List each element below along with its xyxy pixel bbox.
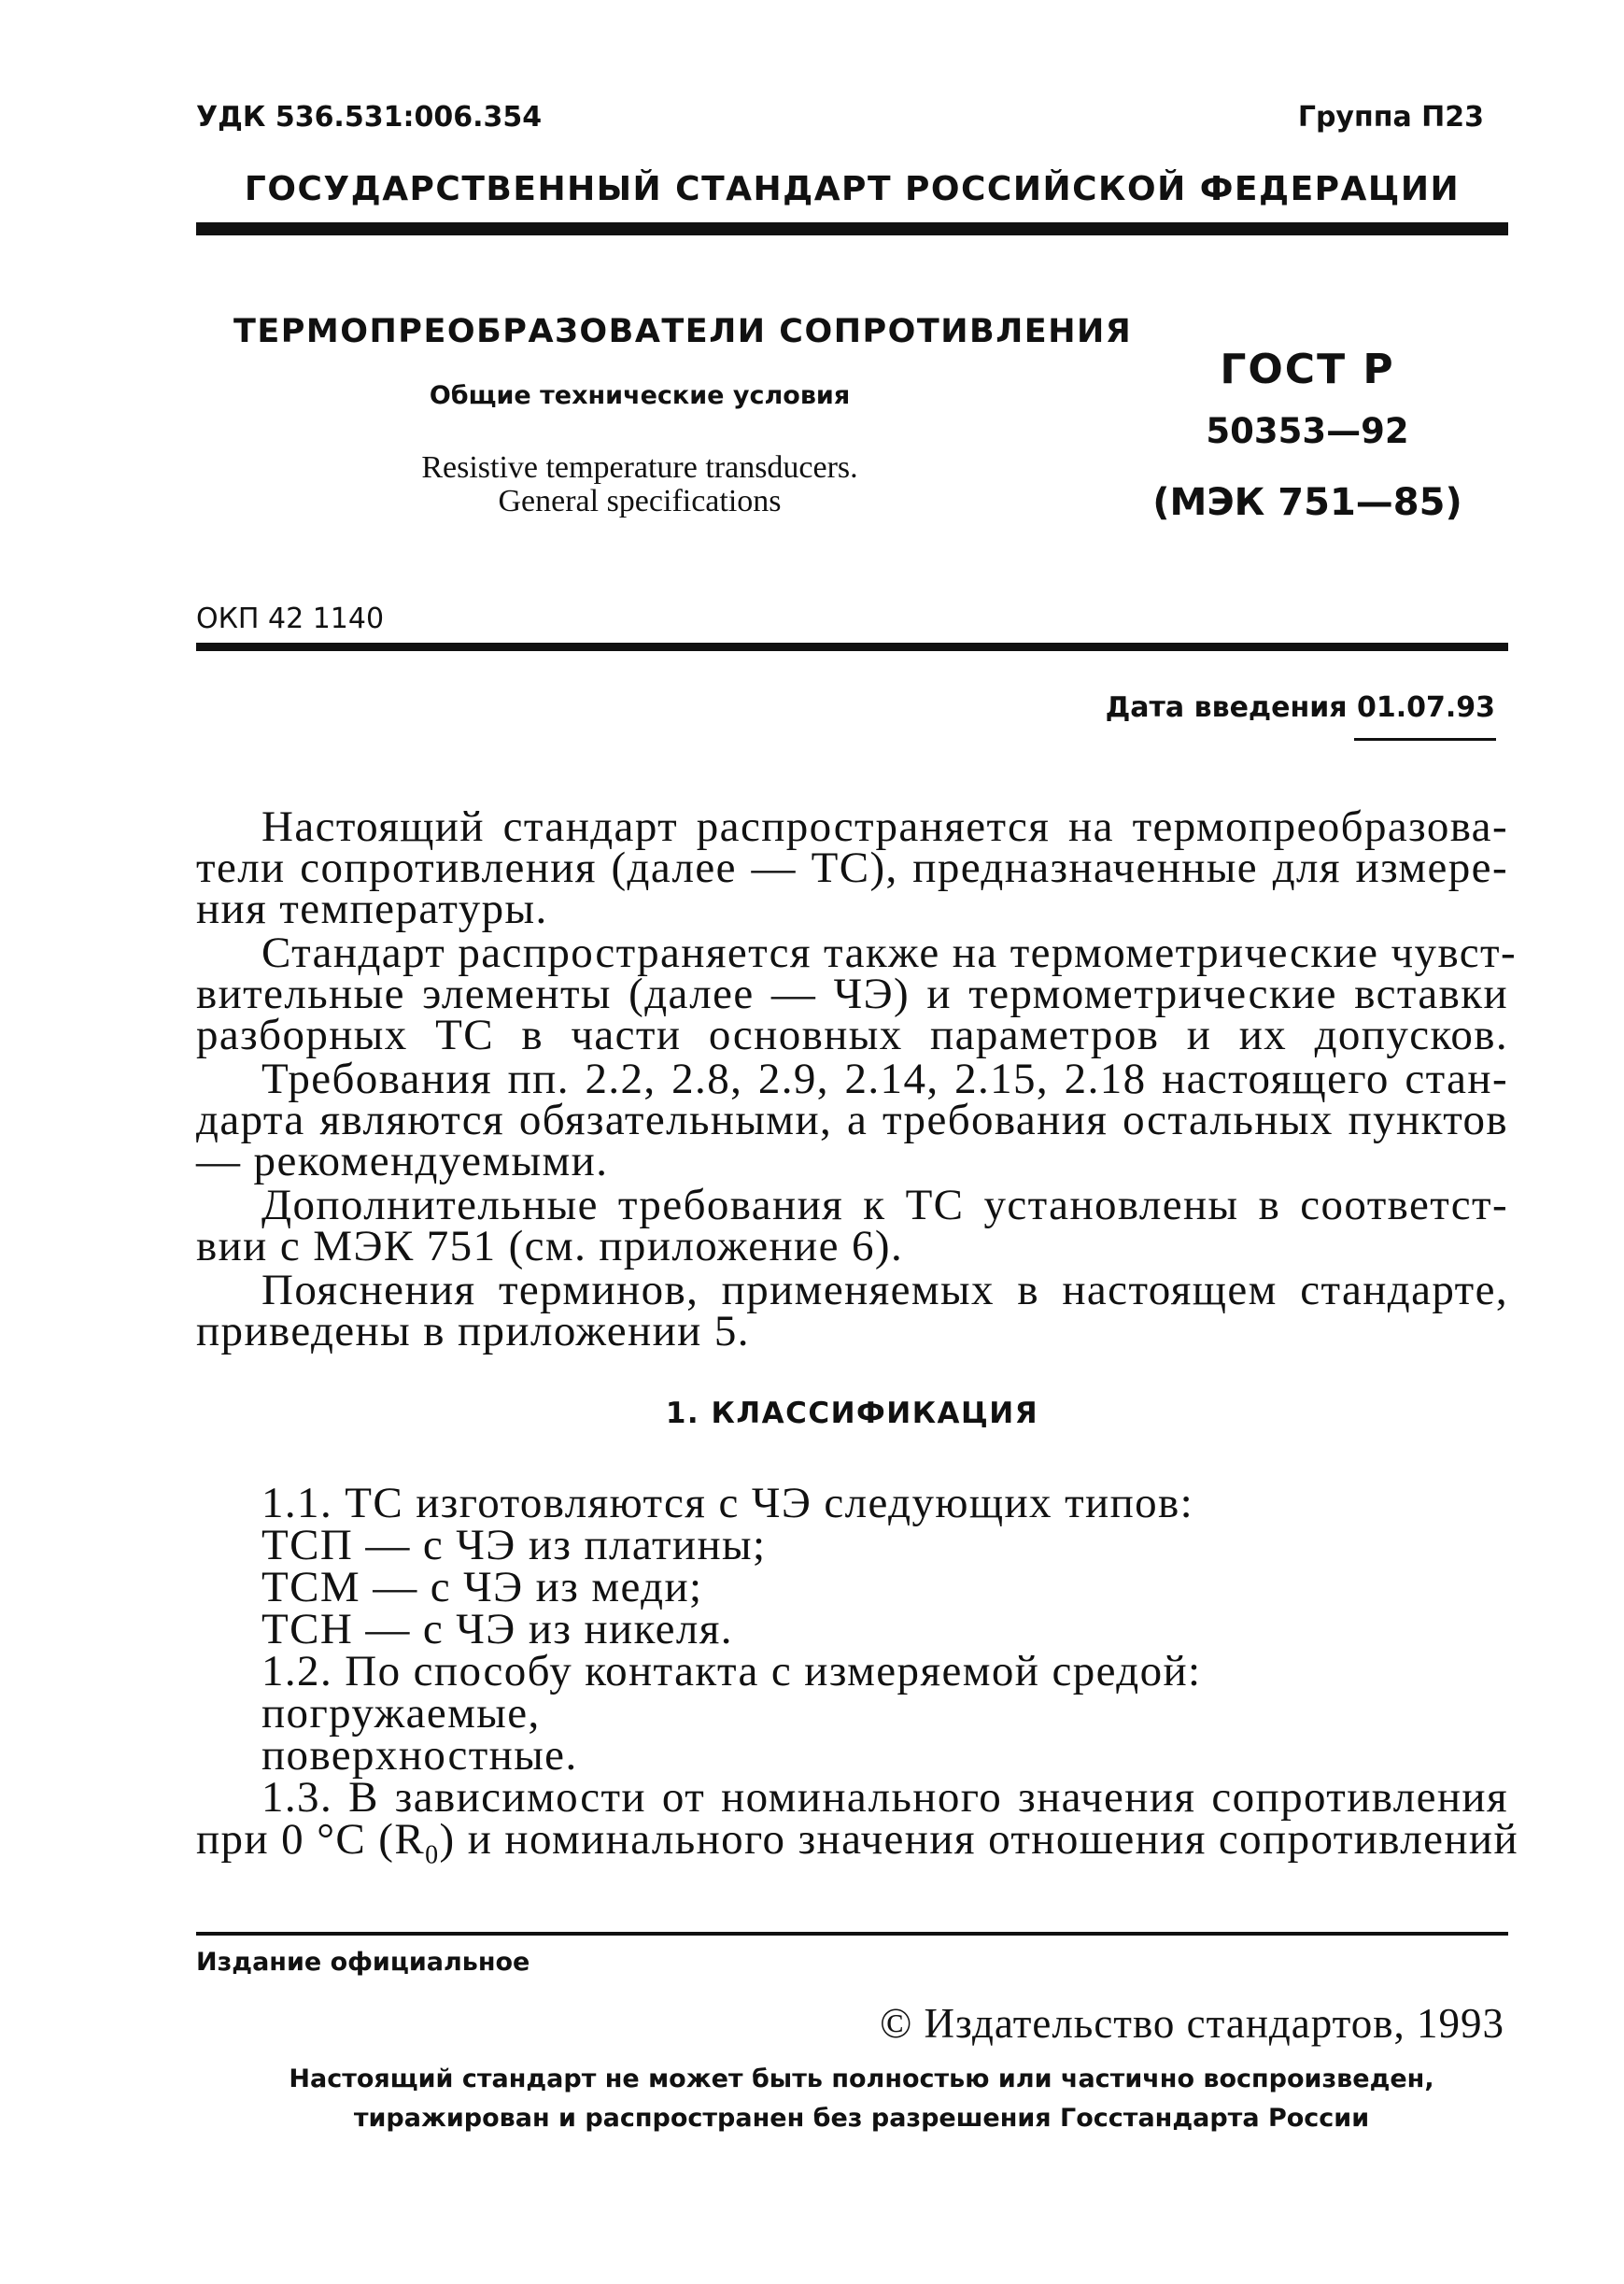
official-edition-label: Издание официальное — [196, 1948, 530, 1977]
intro-line-9: — рекомендуемыми. — [196, 1137, 609, 1185]
okp-rule — [196, 643, 1508, 651]
section-line-5: 1.2. По способу контакта с измеряемой средой: — [261, 1647, 1202, 1695]
intro-line-12: Пояснения терминов, применяемых в настоящем стандарте, — [261, 1266, 1508, 1314]
section-heading: 1. КЛАССИФИКАЦИЯ — [665, 1397, 1039, 1430]
introduction-date: Дата введения 01.07.93 — [1105, 691, 1495, 724]
okp-code: ОКП 42 1140 — [196, 603, 385, 635]
section-line-1: 1.1. ТС изготовляются с ЧЭ следующих типов: — [261, 1479, 1194, 1527]
gost-number: 50353—92 — [1206, 411, 1409, 451]
document-subtitle: Общие технические условия — [429, 381, 851, 410]
reproduction-notice-line-2: тиражирован и распространен без разрешения Госстандарта России — [353, 2104, 1370, 2133]
section-line-9-end: ) и номинального значения отношения сопротивлений — [439, 1815, 1518, 1864]
intro-line-6: разборных ТС в части основных параметров и их допусков. — [196, 1011, 1508, 1059]
iec-reference: (МЭК 751—85) — [1152, 481, 1462, 524]
intro-line-13: приведены в приложении 5. — [196, 1307, 750, 1355]
reproduction-notice-line-1: Настоящий стандарт не может быть полностью или частично воспроизведен, — [289, 2064, 1434, 2093]
state-standard-heading: ГОСУДАРСТВЕННЫЙ СТАНДАРТ РОССИЙСКОЙ ФЕДЕРАЦИИ — [244, 170, 1461, 208]
section-line-8: 1.3. В зависимости от номинального значения сопротивления — [261, 1773, 1508, 1822]
intro-line-10: Дополнительные требования к ТС установлены в соответст- — [261, 1181, 1508, 1229]
section-line-9 — [196, 1814, 1518, 1870]
intro-line-11: вии с МЭК 751 (см. приложение 6). — [196, 1222, 904, 1270]
english-title-line-1: Resistive temperature transducers. — [421, 450, 858, 485]
group-code: Группа П23 — [1297, 101, 1484, 134]
intro-line-3: ния температуры. — [196, 885, 548, 933]
date-underline — [1354, 738, 1496, 741]
udk-code: УДК 536.531:006.354 — [196, 101, 543, 134]
section-line-2: ТСП — с ЧЭ из платины; — [261, 1521, 767, 1569]
intro-line-2: тели сопротивления (далее — ТС), предназначенные для измере- — [196, 844, 1508, 892]
intro-line-4: Стандарт распространяется также на термометрические чувст- — [261, 929, 1518, 977]
section-line-9-start: при 0 °С (R — [196, 1815, 426, 1864]
copyright-line: © Издательство стандартов, 1993 — [880, 2000, 1504, 2047]
header-thick-rule — [196, 222, 1508, 235]
footer-rule — [196, 1932, 1508, 1936]
intro-line-1: Настоящий стандарт распространяется на термопреобразова- — [261, 802, 1508, 851]
section-line-4: ТСН — с ЧЭ из никеля. — [261, 1605, 733, 1653]
document-title: ТЕРМОПРЕОБРАЗОВАТЕЛИ СОПРОТИВЛЕНИЯ — [233, 313, 1133, 350]
section-line-7: поверхностные. — [261, 1731, 578, 1780]
intro-line-5: вительные элементы (далее — ЧЭ) и термометрические вставки — [196, 970, 1508, 1018]
section-line-6: погружаемые, — [261, 1689, 541, 1738]
gost-label: ГОСТ Р — [1220, 346, 1395, 393]
r0-subscript: 0 — [425, 1840, 440, 1870]
section-line-3: ТСМ — с ЧЭ из меди; — [261, 1563, 703, 1611]
intro-line-8: дарта являются обязательными, а требования остальных пунктов — [196, 1096, 1508, 1144]
english-title-line-2: General specifications — [498, 484, 782, 518]
intro-line-7: Требования пп. 2.2, 2.8, 2.9, 2.14, 2.15, 2.18 настоящего стан- — [261, 1055, 1508, 1103]
